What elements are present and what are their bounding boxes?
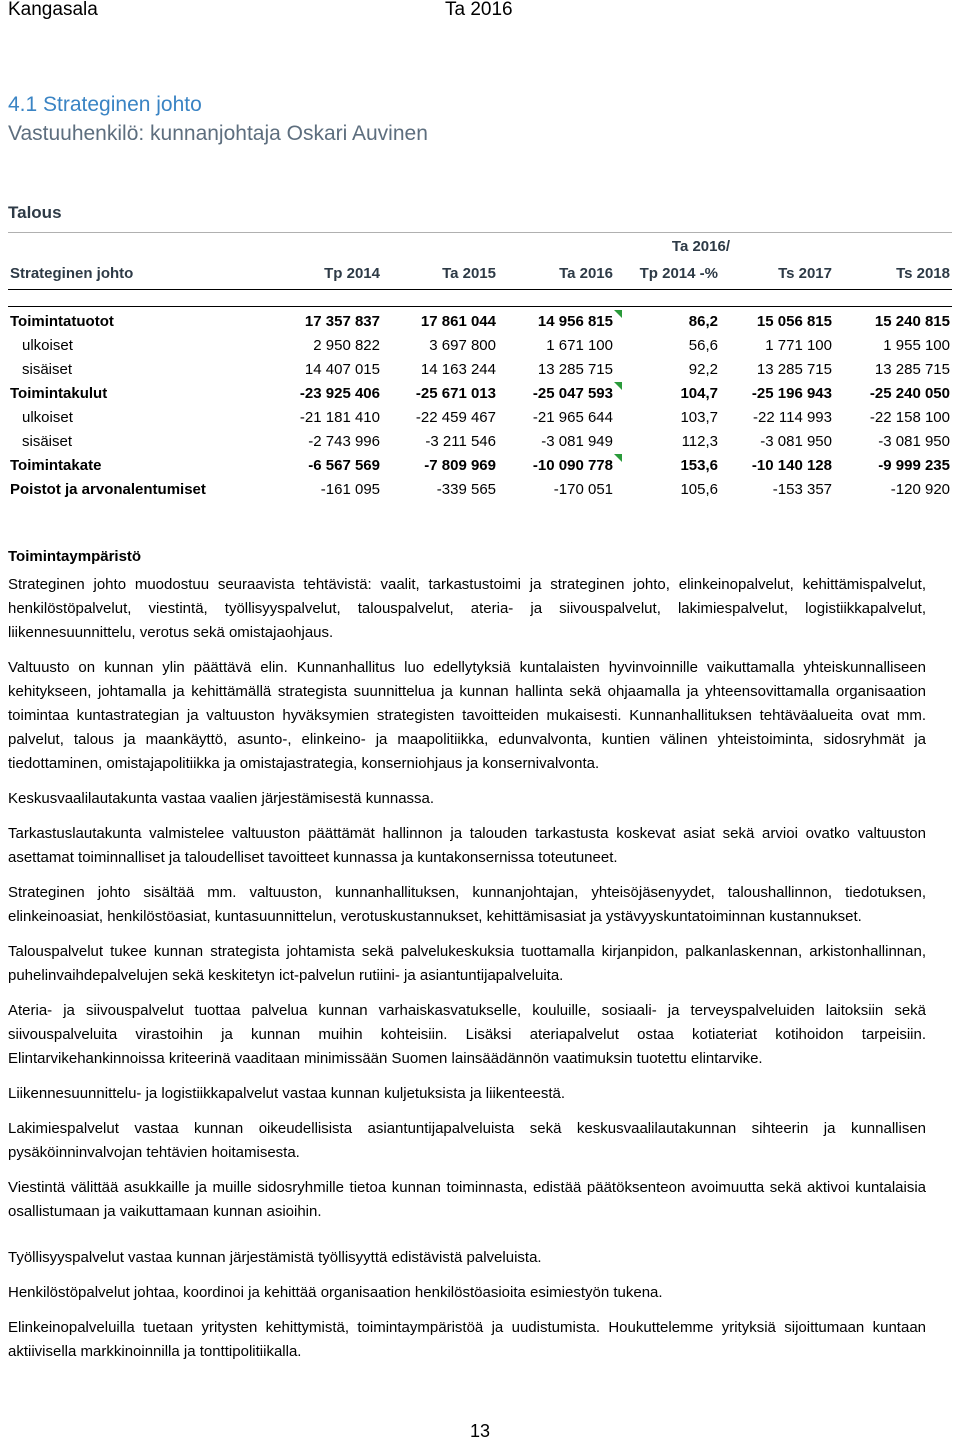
table-row [0, 310, 960, 334]
row-value: -25 240 050 [869, 385, 950, 402]
row-value: -153 357 [772, 481, 832, 498]
talous-heading: Talous [8, 203, 62, 222]
col-tp2014: Tp 2014 [324, 265, 380, 282]
table-row [0, 406, 960, 430]
row-value: 86,2 [688, 313, 718, 330]
row-value: -3 081 950 [878, 433, 950, 450]
comment-marker-icon [614, 382, 622, 390]
row-value: 15 240 815 [874, 313, 950, 330]
row-value: 13 285 715 [874, 361, 950, 378]
paragraph: Lakimiespalvelut vastaa kunnan oikeudellisista asiantuntijapalveluista sekä keskusvaalilautakunnan sihteerin ja kunnallisen pysäköinninvalvojan tehtävien hoitamisesta. [8, 1120, 926, 1161]
row-value: 92,2 [688, 361, 718, 378]
header-left: Kangasala [8, 0, 98, 20]
row-value: 13 285 715 [537, 361, 613, 378]
row-label: Toimintakate [10, 457, 102, 474]
paragraph: Talouspalvelut tukee kunnan strategista johtamista sekä palvelukeskuksia tuottamalla kirjanpidon, palkanlaskennan, arkistonhallinnan, puhelinvaihdepalvelujen sekä keskitetyn ict-palvelun rutiini- ja asiantuntijapalveluita. [8, 943, 926, 984]
paragraph: Liikennesuunnittelu- ja logistiikkapalvelut vastaa kunnan kuljetuksista ja liikenteestä. [8, 1085, 565, 1102]
toimintaymparisto-heading: Toimintaympäristö [8, 548, 142, 565]
header-rule-2 [8, 306, 952, 307]
row-value: -22 158 100 [869, 409, 950, 426]
row-value: -3 211 546 [425, 433, 496, 450]
section-title: 4.1 Strateginen johto [8, 93, 202, 116]
table-header-row [0, 232, 960, 292]
row-label: Toimintatuotot [10, 313, 114, 330]
comment-marker-icon [614, 310, 622, 318]
row-value: -3 081 949 [541, 433, 613, 450]
row-value: -10 090 778 [532, 457, 613, 474]
row-label: Poistot ja arvonalentumiset [10, 481, 206, 498]
row-value: -6 567 569 [308, 457, 380, 474]
row-value: 17 861 044 [420, 313, 496, 330]
table-row [0, 430, 960, 454]
col-ta2015: Ta 2015 [442, 265, 496, 282]
row-value: -7 809 969 [424, 457, 496, 474]
row-value: -25 671 013 [415, 385, 496, 402]
col-ratio-line2: Tp 2014 -% [639, 265, 718, 282]
row-label: sisäiset [22, 433, 73, 450]
paragraph: Strateginen johto muodostuu seuraavista tehtävistä: vaalit, tarkastustoimi ja strateginen johto, elinkeinopalvelut, kehittämispalvelut, henkilöstöpalvelut, viestintä, työllisyyspalvelut, talouspalvelut, ateria- ja siivouspalvelut, lakimiespalvelut, logistiikkapalvelut, liikennesuunnittelu, verotus sekä omistajaohjaus. [8, 576, 926, 641]
row-value: 15 056 815 [756, 313, 832, 330]
toimintaymparisto-body [8, 573, 926, 1375]
row-value: 13 285 715 [756, 361, 832, 378]
row-label: sisäiset [22, 361, 73, 378]
col-ts2017: Ts 2017 [778, 265, 832, 282]
row-value: -161 095 [320, 481, 380, 498]
row-value: 112,3 [681, 433, 718, 450]
row-value: 14 956 815 [537, 313, 613, 330]
row-value: -25 196 943 [751, 385, 832, 402]
table-row [0, 478, 960, 502]
row-value: -339 565 [436, 481, 496, 498]
table-row [0, 334, 960, 358]
row-value: 14 407 015 [304, 361, 380, 378]
row-value: 14 163 244 [420, 361, 496, 378]
row-value: -23 925 406 [299, 385, 380, 402]
row-label: Toimintakulut [10, 385, 108, 402]
header-right: Ta 2016 [445, 0, 513, 20]
row-value: 153,6 [680, 457, 718, 474]
paragraph: Henkilöstöpalvelut johtaa, koordinoi ja kehittää organisaation henkilöstöasioita esimiestyön tukena. [8, 1284, 663, 1301]
header-label: Strateginen johto [10, 265, 134, 282]
row-value: 104,7 [680, 385, 718, 402]
row-value: -10 140 128 [751, 457, 832, 474]
header-rule-1 [8, 289, 952, 290]
col-ta2016: Ta 2016 [559, 265, 613, 282]
paragraph: Viestintä välittää asukkaille ja muille sidosryhmille tietoa kunnan toiminnasta, edistää päätöksenteon avoimuutta sekä aktivoi kuntalaisia osallistumaan ja vaikuttamaan kunnan asioihin. [8, 1179, 926, 1220]
row-value: -3 081 950 [760, 433, 832, 450]
col-ts2018: Ts 2018 [896, 265, 950, 282]
row-value: 105,6 [680, 481, 718, 498]
row-value: -22 459 467 [415, 409, 496, 426]
section-subtitle: Vastuuhenkilö: kunnanjohtaja Oskari Auvinen [8, 122, 428, 145]
table-row [0, 358, 960, 382]
col-ratio-line1: Ta 2016/ [671, 238, 730, 255]
row-value: 1 771 100 [765, 337, 832, 354]
table-row [0, 454, 960, 478]
paragraph: Keskusvaalilautakunta vastaa vaalien järjestämisestä kunnassa. [8, 790, 435, 807]
row-value: -25 047 593 [532, 385, 613, 402]
paragraph: Strateginen johto sisältää mm. valtuuston, kunnanhallituksen, kunnanjohtajan, yhteisöjäsenyydet, taloushallinnon, tiedotuksen, elinkeinoasiat, henkilöstöasiat, kuntasuunnittelun, verotuskustannukset, kehittämisasiat ja ystävyyskuntatoiminnan kustannukset. [8, 884, 926, 925]
row-value: 2 950 822 [313, 337, 380, 354]
paragraph: Ateria- ja siivouspalvelut tuottaa palvelua kunnan varhaiskasvatukselle, kouluille, sosiaali- ja terveyspalveluiden laitoksiin sekä siivouspalveluita virastoihin ja kunnan muihin kohteisiin. Lisäksi ateriapalvelut ostaa kotiateriat kotihoidon tarpeisiin. Elintarvikehankinnoissa kriteerinä vaaditaan minimissään Suomen lainsäädännön vaatimuksin tuotettu elintarvike. [8, 1002, 926, 1067]
paragraph: Valtuusto on kunnan ylin päättävä elin. Kunnanhallitus luo edellytyksiä kuntalaisten hyvinvoinnille vaikuttamalla yhteiskunnalliseen kehitykseen, johtamalla ja kehittämällä strategista suunnittelua ja kunnan hallinta sekä ohjaamalla ja yhteensovittamalla organisaation toimintaa kuntastrategian ja valtuuston hyväksymien strategisten tavoitteiden mukaisesti. Kunnanhallituksen tehtäväalueita ovat mm. palvelut, talous ja maankäyttö, asunto-, elinkeino- ja maapolitiikka, edunvalvonta, kuntien välinen yhteistoiminta, sidosryhmät ja tiedottaminen, omistajapolitiikka ja omistajastrategia, konserniohjaus ja konsernivalvonta. [8, 659, 926, 772]
row-value: -2 743 996 [308, 433, 380, 450]
row-value: -9 999 235 [878, 457, 950, 474]
row-value: -170 051 [553, 481, 613, 498]
row-value: 56,6 [688, 337, 718, 354]
page-number: 13 [469, 1421, 491, 1441]
row-value: 17 357 837 [304, 313, 380, 330]
row-value: 103,7 [680, 409, 718, 426]
paragraph: Tarkastuslautakunta valmistelee valtuuston päättämät hallinnon ja talouden tarkastusta koskevat asiat sekä arvioi ovatko valtuuston asettamat toiminnalliset ja taloudelliset tavoitteet kunnassa ja kuntakonsernissa toteutuneet. [8, 825, 926, 866]
comment-marker-icon [614, 454, 622, 462]
row-value: -21 965 644 [532, 409, 613, 426]
row-value: -21 181 410 [299, 409, 380, 426]
row-value: -22 114 993 [753, 409, 832, 426]
row-value: -120 920 [890, 481, 950, 498]
paragraph: Työllisyyspalvelut vastaa kunnan järjestämistä työllisyyttä edistävistä palveluista. [8, 1249, 542, 1266]
paragraph: Elinkeinopalveluilla tuetaan yritysten kehittymistä, toimintaympäristöä ja uudistumista. Houkuttelemme yrityksiä sijoittumaan kuntaan aktiivisella markkinoinnilla ja tonttipolitiikalla. [8, 1319, 926, 1360]
row-value: 1 955 100 [883, 337, 950, 354]
row-value: 3 697 800 [429, 337, 496, 354]
row-label: ulkoiset [22, 337, 73, 354]
table-row [0, 382, 960, 406]
row-value: 1 671 100 [546, 337, 613, 354]
row-label: ulkoiset [22, 409, 73, 426]
